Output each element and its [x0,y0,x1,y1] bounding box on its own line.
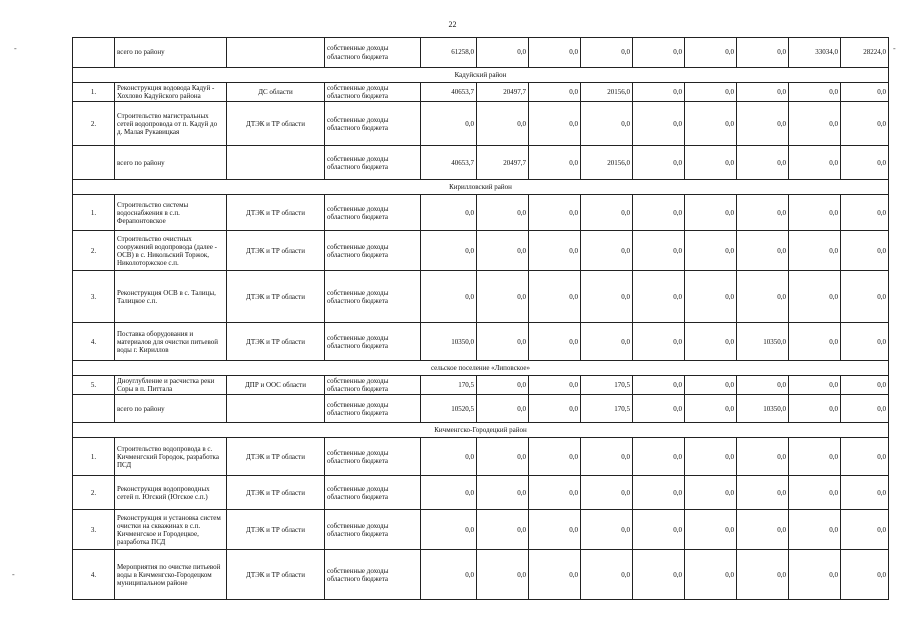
executor: ДТЭК и ТР области [227,476,325,510]
amount-cell: 0,0 [737,102,789,146]
amount-cell: 0,0 [477,231,529,271]
amount-cell: 0,0 [841,323,889,361]
amount-cell: 0,0 [685,550,737,600]
amount-cell: 0,0 [789,231,841,271]
row-index: 1. [73,83,115,102]
amount-cell: 0,0 [633,510,685,550]
measure-name: Реконструкция ОСВ в с. Талицы, Талицкое с.п. [115,271,227,323]
table-row [73,476,889,510]
amount-cell: 0,0 [633,550,685,600]
table-row [73,231,889,271]
row-index: 4. [73,550,115,600]
amount-cell: 0,0 [529,510,581,550]
amount-cell: 0,0 [633,376,685,395]
funding-source: собственные доходы областного бюджета [325,195,421,231]
amount-cell: 0,0 [685,231,737,271]
amount-cell: 0,0 [841,438,889,476]
amount-cell: 0,0 [529,323,581,361]
measure-name: Строительство системы водоснабжения в с.п. Ферапонтовское [115,195,227,231]
executor: ДТЭК и ТР области [227,271,325,323]
amount-cell: 0,0 [477,195,529,231]
funding-source: собственные доходы областного бюджета [325,38,421,68]
amount-cell: 10520,5 [421,395,477,423]
amount-cell: 0,0 [737,38,789,68]
row-index: 1. [73,438,115,476]
margin-mark: - [14,44,17,53]
row-index: 5. [73,376,115,395]
executor [227,146,325,180]
amount-cell: 10350,0 [421,323,477,361]
executor: ДТЭК и ТР области [227,438,325,476]
row-index [73,38,115,68]
amount-cell: 0,0 [737,376,789,395]
amount-cell: 0,0 [789,83,841,102]
executor: ДТЭК и ТР области [227,195,325,231]
amount-cell: 0,0 [633,195,685,231]
amount-cell: 0,0 [477,395,529,423]
amount-cell: 0,0 [841,83,889,102]
amount-cell: 0,0 [789,271,841,323]
measure-name: Строительство водопровода в с. Кичменгский Городок, разработка ПСД [115,438,227,476]
amount-cell: 0,0 [841,510,889,550]
measure-name: Дноуглубление и расчистка реки Соры в п. Питтала [115,376,227,395]
executor: ДТЭК и ТР области [227,510,325,550]
amount-cell: 0,0 [477,38,529,68]
amount-cell: 0,0 [633,438,685,476]
row-index: 2. [73,231,115,271]
amount-cell: 0,0 [529,195,581,231]
funding-source: собственные доходы областного бюджета [325,376,421,395]
amount-cell: 0,0 [529,395,581,423]
section-title: Кичменгско-Городецкий район [73,423,889,438]
amount-cell: 0,0 [421,510,477,550]
amount-cell: 0,0 [581,438,633,476]
amount-cell: 0,0 [737,231,789,271]
amount-cell: 0,0 [421,271,477,323]
amount-cell: 20156,0 [581,83,633,102]
table-row [73,376,889,395]
section-header-row [73,68,889,83]
amount-cell: 0,0 [841,195,889,231]
amount-cell: 40653,7 [421,83,477,102]
executor: ДТЭК и ТР области [227,231,325,271]
row-index: 3. [73,271,115,323]
amount-cell: 0,0 [685,38,737,68]
funding-source: собственные доходы областного бюджета [325,510,421,550]
amount-cell: 0,0 [633,271,685,323]
amount-cell: 0,0 [633,38,685,68]
amount-cell: 0,0 [841,395,889,423]
amount-cell: 0,0 [581,231,633,271]
amount-cell: 0,0 [633,83,685,102]
amount-cell: 0,0 [789,510,841,550]
amount-cell: 0,0 [421,476,477,510]
amount-cell: 0,0 [789,476,841,510]
amount-cell: 0,0 [685,146,737,180]
table-row [73,38,889,68]
section-header-row [73,423,889,438]
amount-cell: 0,0 [737,195,789,231]
amount-cell: 0,0 [529,38,581,68]
amount-cell: 0,0 [421,195,477,231]
amount-cell: 0,0 [581,38,633,68]
amount-cell: 0,0 [421,102,477,146]
amount-cell: 0,0 [581,550,633,600]
margin-mark: - [12,570,15,579]
funding-source: собственные доходы областного бюджета [325,102,421,146]
amount-cell: 0,0 [789,323,841,361]
amount-cell: 0,0 [477,438,529,476]
funding-source: собственные доходы областного бюджета [325,438,421,476]
amount-cell: 0,0 [477,376,529,395]
amount-cell: 0,0 [841,102,889,146]
table-row [73,323,889,361]
executor: ДПР и ООС области [227,376,325,395]
amount-cell: 0,0 [529,83,581,102]
amount-cell: 0,0 [529,102,581,146]
funding-source: собственные доходы областного бюджета [325,146,421,180]
amount-cell: 0,0 [633,476,685,510]
amount-cell: 0,0 [841,550,889,600]
executor [227,395,325,423]
amount-cell: 0,0 [789,102,841,146]
amount-cell: 0,0 [581,195,633,231]
executor: ДТЭК и ТР области [227,550,325,600]
table-row [73,83,889,102]
measure-name: Строительство очистных сооружений водопровода (далее - ОСВ) в с. Никольский Торжок, Николоторжское с.п. [115,231,227,271]
amount-cell: 170,5 [581,376,633,395]
amount-cell: 20497,7 [477,83,529,102]
amount-cell: 0,0 [737,438,789,476]
amount-cell: 0,0 [477,550,529,600]
amount-cell: 0,0 [581,271,633,323]
amount-cell: 0,0 [789,146,841,180]
amount-cell: 0,0 [633,102,685,146]
amount-cell: 0,0 [685,476,737,510]
amount-cell: 28224,0 [841,38,889,68]
row-index: 2. [73,476,115,510]
funding-source: собственные доходы областного бюджета [325,395,421,423]
amount-cell: 0,0 [633,395,685,423]
amount-cell: 0,0 [633,323,685,361]
measure-name: Реконструкция водопроводных сетей п. Югский (Югское с.п.) [115,476,227,510]
funding-source: собственные доходы областного бюджета [325,476,421,510]
executor [227,38,325,68]
row-index [73,395,115,423]
amount-cell: 170,5 [581,395,633,423]
amount-cell: 0,0 [841,146,889,180]
amount-cell: 33034,0 [789,38,841,68]
amount-cell: 0,0 [529,146,581,180]
amount-cell: 0,0 [737,271,789,323]
amount-cell: 0,0 [737,83,789,102]
amount-cell: 20156,0 [581,146,633,180]
amount-cell: 0,0 [685,195,737,231]
amount-cell: 0,0 [685,271,737,323]
funding-source: собственные доходы областного бюджета [325,231,421,271]
measure-name: Строительство магистральных сетей водопровода от п. Кадуй до д. Малая Рукавицкая [115,102,227,146]
amount-cell: 0,0 [737,510,789,550]
section-title: сельское поселение «Липовское» [73,361,889,376]
amount-cell: 0,0 [841,376,889,395]
section-header-row [73,180,889,195]
amount-cell: 10350,0 [737,323,789,361]
funding-source: собственные доходы областного бюджета [325,83,421,102]
amount-cell: 0,0 [477,476,529,510]
amount-cell: 0,0 [633,146,685,180]
section-header-row [73,361,889,376]
margin-mark: - [893,44,896,53]
amount-cell: 170,5 [421,376,477,395]
measure-name: Реконструкция и установка систем очистки на скважинах в с.п. Кичменгское и Городецкое, разработка ПСД [115,510,227,550]
row-index: 4. [73,323,115,361]
measure-name: всего по району [115,146,227,180]
amount-cell: 0,0 [529,438,581,476]
row-index: 3. [73,510,115,550]
measure-name: всего по району [115,38,227,68]
table-row [73,146,889,180]
table-row [73,438,889,476]
amount-cell: 0,0 [789,376,841,395]
amount-cell: 0,0 [685,83,737,102]
amount-cell: 0,0 [685,102,737,146]
table-row [73,395,889,423]
funding-source: собственные доходы областного бюджета [325,271,421,323]
amount-cell: 20497,7 [477,146,529,180]
section-title: Кирилловский район [73,180,889,195]
amount-cell: 0,0 [477,323,529,361]
section-title: Кадуйский район [73,68,889,83]
amount-cell: 0,0 [477,510,529,550]
amount-cell: 0,0 [477,102,529,146]
measure-name: Поставка оборудования и материалов для очистки питьевой воды г. Кириллов [115,323,227,361]
amount-cell: 10350,0 [737,395,789,423]
table-row [73,271,889,323]
executor: ДС области [227,83,325,102]
amount-cell: 0,0 [581,510,633,550]
amount-cell: 0,0 [685,376,737,395]
page-number: 22 [448,20,457,29]
amount-cell: 0,0 [529,476,581,510]
amount-cell: 61258,0 [421,38,477,68]
amount-cell: 0,0 [685,323,737,361]
amount-cell: 0,0 [789,395,841,423]
amount-cell: 0,0 [841,271,889,323]
amount-cell: 0,0 [841,476,889,510]
amount-cell: 0,0 [737,550,789,600]
amount-cell: 0,0 [529,550,581,600]
amount-cell: 0,0 [581,476,633,510]
amount-cell: 0,0 [685,438,737,476]
amount-cell: 0,0 [789,438,841,476]
row-index [73,146,115,180]
table-row [73,550,889,600]
amount-cell: 0,0 [529,231,581,271]
table-row [73,195,889,231]
amount-cell: 0,0 [737,146,789,180]
amount-cell: 0,0 [581,323,633,361]
amount-cell: 0,0 [685,395,737,423]
amount-cell: 0,0 [421,438,477,476]
amount-cell: 0,0 [581,102,633,146]
funding-source: собственные доходы областного бюджета [325,323,421,361]
amount-cell: 0,0 [789,195,841,231]
measure-name: всего по району [115,395,227,423]
row-index: 2. [73,102,115,146]
amount-cell: 0,0 [421,231,477,271]
row-index: 1. [73,195,115,231]
amount-cell: 0,0 [685,510,737,550]
amount-cell: 0,0 [789,550,841,600]
table-row [73,510,889,550]
measure-name: Мероприятия по очистке питьевой воды в Кичменгско-Городецком муниципальном районе [115,550,227,600]
funding-source: собственные доходы областного бюджета [325,550,421,600]
executor: ДТЭК и ТР области [227,323,325,361]
measure-name: Реконструкция водовода Кадуй - Хохлово Кадуйского района [115,83,227,102]
amount-cell: 0,0 [841,231,889,271]
amount-cell: 0,0 [421,550,477,600]
amount-cell: 40653,7 [421,146,477,180]
budget-table [72,37,889,600]
amount-cell: 0,0 [529,271,581,323]
amount-cell: 0,0 [633,231,685,271]
executor: ДТЭК и ТР области [227,102,325,146]
amount-cell: 0,0 [477,271,529,323]
table-row [73,102,889,146]
amount-cell: 0,0 [529,376,581,395]
amount-cell: 0,0 [737,476,789,510]
